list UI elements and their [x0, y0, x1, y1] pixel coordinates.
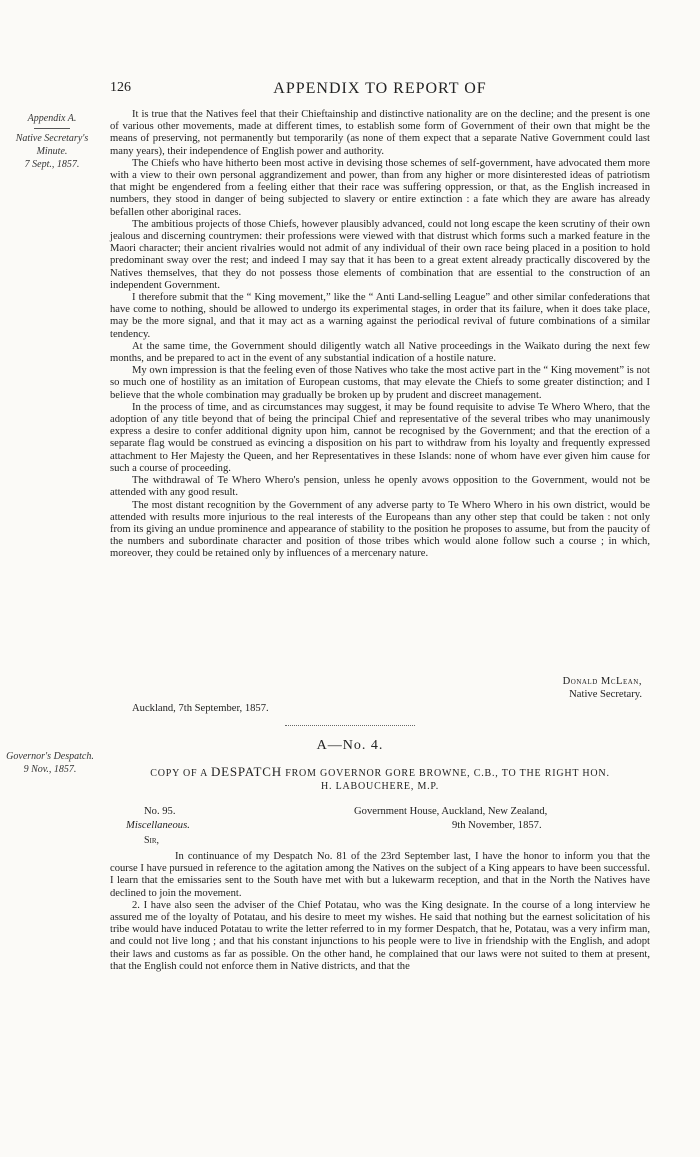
minute-paragraph: My own impression is that the feeling even of those Natives who take the most active part in the “ King movement” is not so much one of hostility as an imitation of European customs, that may elevate the Chiefs to some greater distinction; and I believe that the whole combination may gradually be broken up by prudent and discreet management. [110, 365, 650, 401]
despatch-title [110, 765, 650, 793]
minute-paragraph: It is true that the Natives feel that their Chieftainship and distinctive nationality are on the decline; and the present is one of various other movements, made at different times, to establish some form of Government of their own that might be the means of preserving, not permanently but temporarily (as none of them expect that a separate Native Government could last many years), their independence of English power and authority. [110, 109, 650, 157]
minute-paragraph: At the same time, the Government should diligently watch all Native proceedings in the Waikato during the next few months, and be prepared to act in the event of any substantial indication of a hostile nature. [110, 340, 650, 365]
despatch-paragraph: In continuance of my Despatch No. 81 of the 23rd September last, I have the honor to inform you that the course I have pursued in reference to the agitation among the Natives on the subject of a King appears to have been successful. I learn that the emissaries sent to the South have met with but a lukewarm reception, and that in the North the Natives have declined to join the movement. [110, 851, 650, 899]
margin-note-despatch-date: 9 Nov., 1857. [23, 764, 77, 775]
despatch-title-prefix: COPY OF A [150, 768, 208, 779]
margin-note-despatch-label: Governor's Despatch. [6, 751, 94, 762]
page-header [110, 80, 650, 104]
despatch-title-line2: H. LABOUCHERE, M.P. [321, 781, 439, 792]
margin-note-source: Native Secretary's [15, 133, 89, 144]
minute-paragraph: The withdrawal of Te Whero Whero's pension, unless he openly avows opposition to the Government, would not be attended with any good result. [110, 475, 650, 499]
minute-paragraph: The most distant recognition by the Government of any adverse party to Te Whero Whero in his own district, would be attended with results more injurious to the real interests of the Europeans than any other step that could be taken : not only from its giving an undue prominence and appearance of stability to the position he proposes to assume, but from the paucity of the numbers and subordinate character and position of those tribes which would alone follow such a course ; in which, moreover, they could be retained only by influences of a mercenary nature. [110, 499, 650, 560]
margin-note-despatch [2, 750, 98, 776]
despatch-body [110, 851, 650, 973]
minute-paragraph: The ambitious projects of those Chiefs, however plausibly advanced, could not long escape the keen scrutiny of their own jealous and discerning countrymen: their professions were viewed with that distrust which forms such a marked feature in the Maori character; their ancient rivalries would not admit of any individual of their own race being placed in a position to hold predominant sway over the rest; and indeed I may say that it has been to a great extent already practically discovered by the Natives themselves, that they do not possess those elements of combination that are essential to the construction of an independent Government. [110, 218, 650, 291]
minute-paragraph: I therefore submit that the “ King movement,” like the “ Anti Land-selling League” and other similar confederations that have come to nothing, should be allowed to undergo its experimental stages, in order that its failure, when it does take place, may be the more signal, and that it may act as a warning against the periodical revival of future combinations of a similar tendency. [110, 292, 650, 340]
signatory-name: Donald McLean, [562, 676, 642, 687]
despatch-title-suffix: FROM GOVERNOR GORE BROWNE, C.B., TO THE RIGHT HON. [285, 768, 610, 779]
signature-block [563, 675, 642, 701]
despatch-title-line1 [110, 765, 650, 780]
margin-rule [34, 128, 70, 129]
margin-note-appendix [4, 112, 100, 171]
minute-body [110, 109, 650, 561]
place-date: Auckland, 7th September, 1857. [132, 703, 269, 714]
despatch-title-keyword: DESPATCH [210, 764, 282, 779]
minute-paragraph: In the process of time, and as circumstances may suggest, it may be found requisite to advise Te Whero Whero, that the adoption of any title beyond that of being the principal Chief and representative of the several tribes who may unanimously express a desire to confer additional dignity upon him, cannot be recognised by the Government; and that the erection of a separate flag would be construed as evincing a disposition on his part to withdraw from his loyalty and frequently expressed attachment to Her Majesty the Queen, and her Representatives in these Islands: none of whom have ever given him cause for such a course of proceeding. [110, 401, 650, 474]
margin-note-date: 7 Sept., 1857. [24, 159, 80, 170]
despatch-date: 9th November, 1857. [452, 820, 542, 831]
margin-note-appendix-label: Appendix A. [27, 113, 77, 124]
despatch-paragraph: 2. I have also seen the adviser of the Chief Potatau, who was the King designate. In the course of a long interview he assured me of the loyalty of Potatau, and his desire to meet my wishes. He said that nothing but the earnest solicitation of his tribe would have induced Potatau to write the letter referred to in my former Despatch, that he, Potatau, was a very infirm man, and could not live long ; and that his constant injunctions to his people were to live in friendship with the English, and adopt their laws and customs as far as possible. On the other hand, he complained that our laws were not suited to them at present, that the English could not enforce them in Native districts, and that the [110, 899, 650, 972]
margin-note-doc-type: Minute. [36, 146, 68, 157]
section-heading: A—No. 4. [316, 738, 384, 753]
running-title: APPENDIX TO REPORT OF [273, 80, 487, 97]
despatch-salutation: Sir, [144, 835, 160, 846]
despatch-number: No. 95. [144, 806, 176, 817]
section-divider [285, 725, 415, 726]
despatch-location: Government House, Auckland, New Zealand, [354, 806, 548, 817]
despatch-category: Miscellaneous. [126, 820, 190, 831]
minute-paragraph: The Chiefs who have hitherto been most active in devising those schemes of self-government, have advocated them more with a view to their own personal aggrandizement and power, than from any higher or more disinterested ideas of patriotism that might be engendered from a feeling either that their race was suffering oppression, or that, as the English increased in numbers, they stood in danger of being subjected to slavery or entire extinction : a fate which they are aware has already befallen other aboriginal races. [110, 157, 650, 218]
page-number: 126 [110, 80, 131, 95]
signatory-title: Native Secretary. [569, 689, 642, 700]
